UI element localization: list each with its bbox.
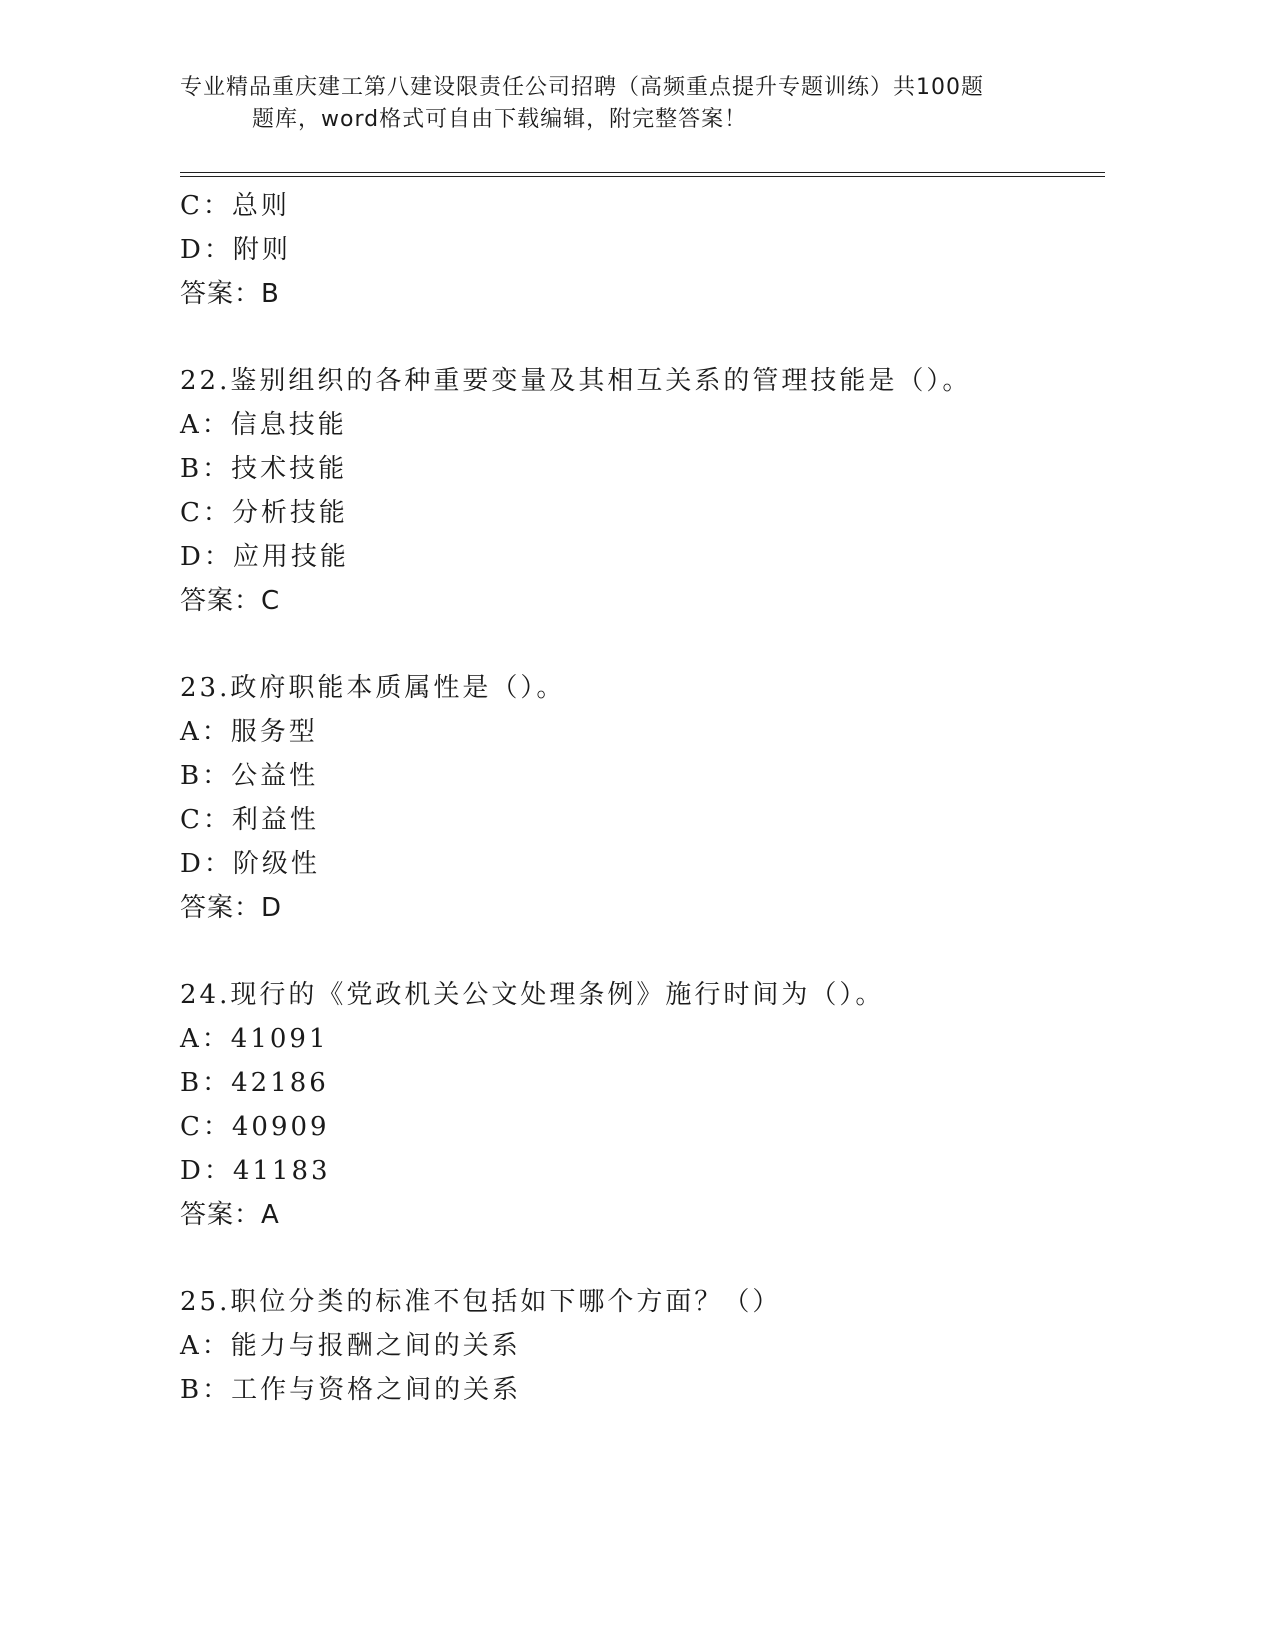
question-block-25 — [180, 1280, 1100, 1412]
answer-text: 答案：C — [180, 586, 281, 616]
option-c: C：40909 — [180, 1112, 330, 1142]
answer-text: 答案：D — [180, 893, 283, 923]
option-a: A：服务型 — [180, 717, 318, 747]
option-a: A：41091 — [180, 1024, 329, 1054]
option-b: B：42186 — [180, 1068, 329, 1098]
option-c: C：分析技能 — [180, 498, 348, 528]
question-block-23 — [180, 666, 1100, 930]
option-d: D：41183 — [180, 1156, 331, 1186]
question-block-22 — [180, 359, 1100, 623]
option-d: D：阶级性 — [180, 849, 320, 879]
question-list — [180, 184, 1100, 1412]
header-title-line-2: 题库，word格式可自由下载编辑，附完整答案！ — [252, 107, 748, 132]
header-rule-bottom — [180, 176, 1105, 177]
option-d: D：附则 — [180, 235, 291, 265]
option-a: A：信息技能 — [180, 410, 347, 440]
question-text: 25.职位分类的标准不包括如下哪个方面？（） — [180, 1287, 782, 1317]
option-b: B：技术技能 — [180, 454, 348, 484]
question-text: 23.政府职能本质属性是（）。 — [180, 673, 566, 703]
option-d: D：应用技能 — [180, 542, 349, 572]
header-title-line-1: 专业精品重庆建工第八建设限责任公司招聘（高频重点提升专题训练）共100题 — [180, 75, 984, 100]
answer-text: 答案：A — [180, 1200, 280, 1230]
question-text: 24.现行的《党政机关公文处理条例》施行时间为（）。 — [180, 980, 885, 1010]
header-rule-top — [180, 172, 1105, 173]
answer-text: 答案：B — [180, 279, 280, 309]
question-text: 22.鉴别组织的各种重要变量及其相互关系的管理技能是（）。 — [180, 366, 972, 396]
option-a: A：能力与报酬之间的关系 — [180, 1331, 521, 1361]
document-header — [180, 72, 1060, 136]
question-block-21 — [180, 184, 1100, 316]
option-b: B：公益性 — [180, 761, 319, 791]
question-block-24 — [180, 973, 1100, 1237]
option-c: C：总则 — [180, 191, 290, 221]
option-c: C：利益性 — [180, 805, 319, 835]
option-b: B：工作与资格之间的关系 — [180, 1375, 522, 1405]
